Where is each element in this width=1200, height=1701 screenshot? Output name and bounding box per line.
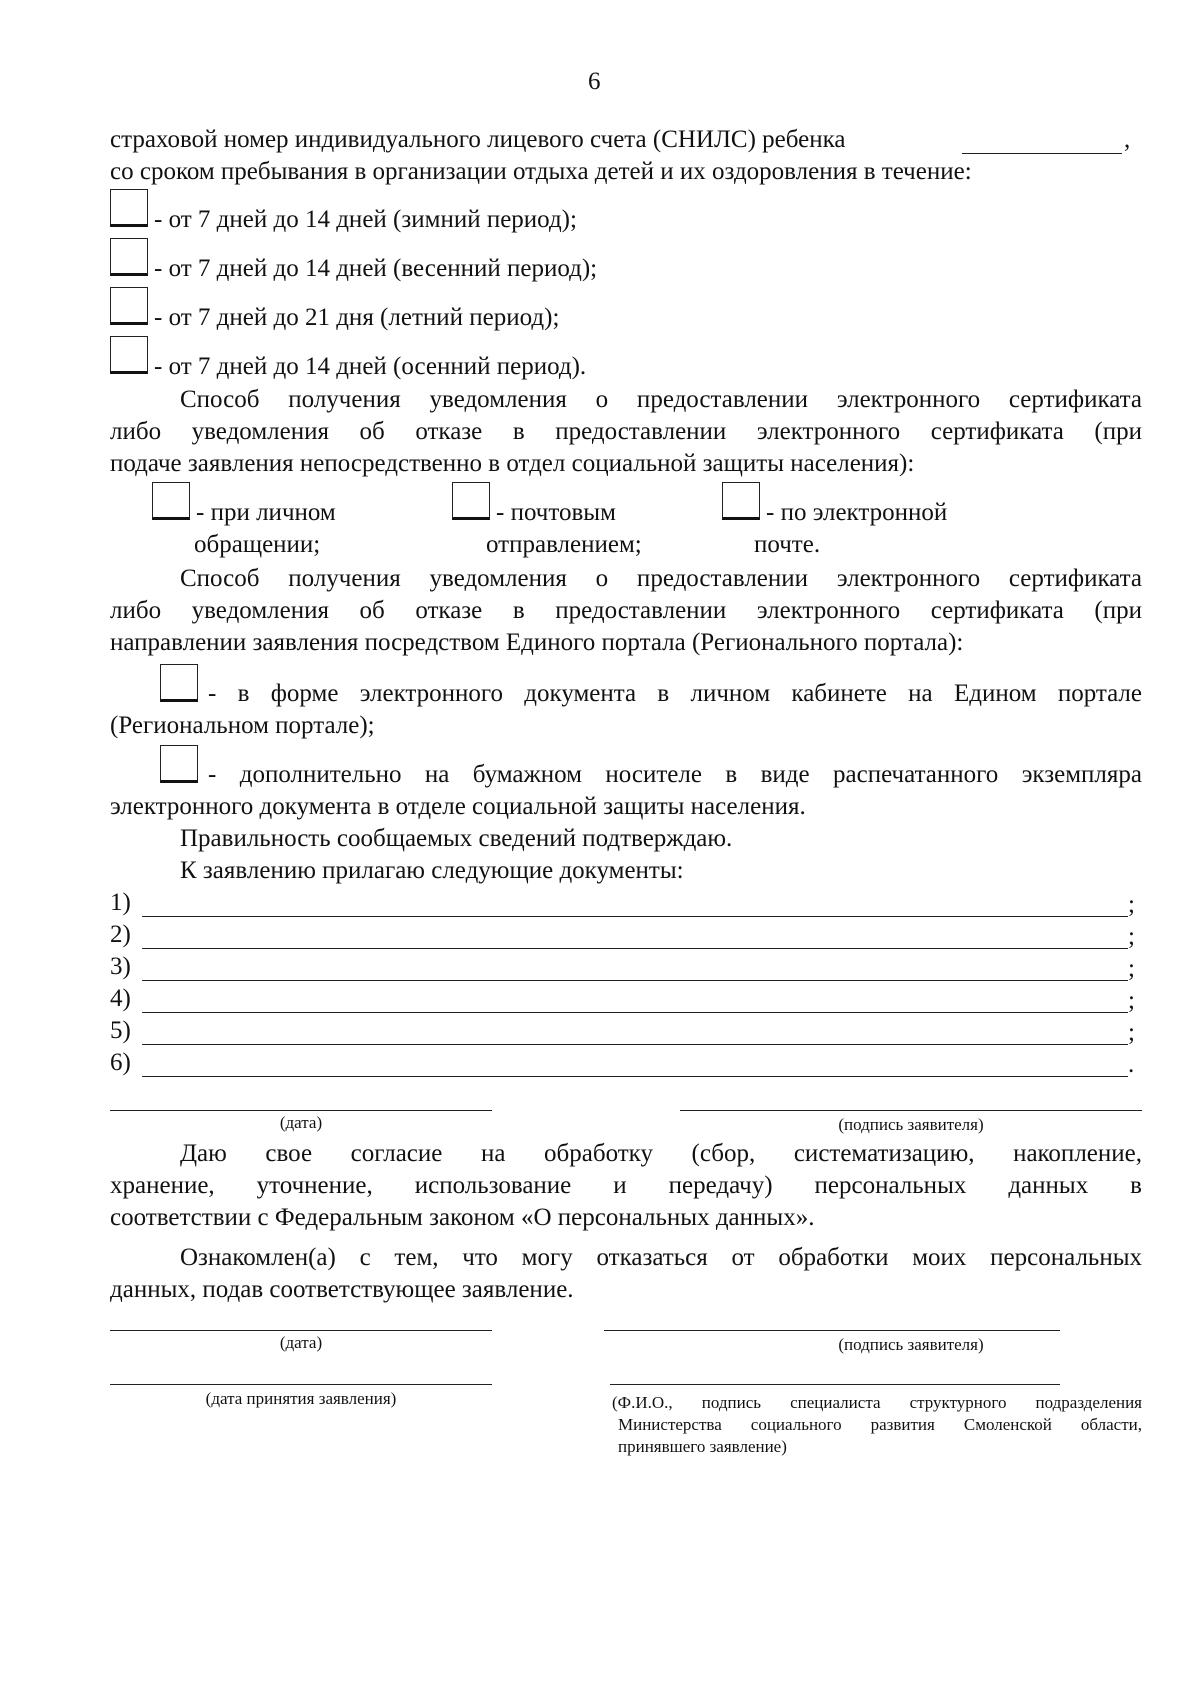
snils-label: страховой номер индивидуального лицевого счета (СНИЛС) ребенка <box>110 126 846 153</box>
signature-input-line[interactable] <box>604 1330 1060 1331</box>
method1-post-label-2: отправлением; <box>486 531 642 558</box>
stay-label: со сроком пребывания в организации отдыха детей и их оздоровления в течение: <box>110 158 972 185</box>
method1-line1: Способ получения уведомления о предоставлении электронного сертификата <box>180 386 1142 413</box>
period-spring-checkbox[interactable] <box>110 238 148 276</box>
document-input-line[interactable] <box>142 1044 1128 1045</box>
method2-cabinet-label: - в форме электронного документа в личном кабинете на Едином портале <box>208 680 1142 707</box>
document-input-line[interactable] <box>142 916 1128 917</box>
method1-email-label: - по электронной <box>766 499 948 526</box>
specialist-caption-line3: принявшего заявление) <box>618 1437 787 1456</box>
date-caption: (дата) <box>279 1333 323 1352</box>
document-number: 1) <box>110 889 131 916</box>
confirm-text: Правильность сообщаемых сведений подтверждаю. <box>180 825 733 852</box>
consent-line3: соответствии с Федеральным законом «О персональных данных». <box>110 1204 815 1231</box>
snils-input-line[interactable] <box>962 153 1122 154</box>
period-summer-checkbox[interactable] <box>110 287 148 325</box>
method2-line3: направлении заявления посредством Единого портала (Регионального портала): <box>110 629 964 656</box>
signature-caption: (подпись заявителя) <box>838 1115 984 1134</box>
attach-title: К заявлению прилагаю следующие документы: <box>180 857 684 884</box>
period-spring-label: - от 7 дней до 14 дней (весенний период); <box>154 255 598 282</box>
document-input-line[interactable] <box>142 980 1128 981</box>
method1-in-person-checkbox[interactable] <box>152 482 190 520</box>
snils-tail: , <box>1124 126 1131 153</box>
method2-line1: Способ получения уведомления о предоставлении электронного сертификата <box>180 565 1142 592</box>
document-number: 5) <box>110 1017 131 1044</box>
acceptance-date-caption: (дата принятия заявления) <box>205 1389 397 1408</box>
document-number: 4) <box>110 985 131 1012</box>
document-input-line[interactable] <box>142 1076 1128 1077</box>
method2-cabinet-label-2: (Региональном портале); <box>110 712 375 739</box>
method1-line3: подаче заявления непосредственно в отдел социальной защиты населения): <box>110 450 915 477</box>
document-number: 6) <box>110 1049 131 1076</box>
document-number: 2) <box>110 921 131 948</box>
document-end: ; <box>1128 955 1135 982</box>
page-number: 6 <box>588 68 601 95</box>
method2-line2: либо уведомления об отказе в предоставлении электронного сертификата (при <box>110 597 1142 624</box>
acceptance-date-input-line[interactable] <box>110 1384 492 1385</box>
document-end: ; <box>1128 1019 1135 1046</box>
method1-post-checkbox[interactable] <box>452 482 490 520</box>
method1-in-person-label-2: обращении; <box>194 531 321 558</box>
consent-line1: Даю свое согласие на обработку (сбор, систематизацию, накопление, <box>180 1140 1142 1167</box>
period-winter-checkbox[interactable] <box>110 189 148 227</box>
specialist-caption-line2: Министерства социального развития Смоленской области, <box>618 1415 1142 1434</box>
document-number: 3) <box>110 953 131 980</box>
date-input-line[interactable] <box>110 1330 492 1331</box>
consent-line2: хранение, уточнение, использование и передачу) персональных данных в <box>110 1172 1142 1199</box>
specialist-signature-input-line[interactable] <box>610 1384 1060 1385</box>
method2-paper-label-2: электронного документа в отделе социальной защиты населения. <box>110 793 806 820</box>
method1-in-person-label: - при личном <box>196 499 336 526</box>
specialist-caption-line1: (Ф.И.О., подпись специалиста структурного подразделения <box>612 1393 1142 1412</box>
document-end: . <box>1128 1051 1135 1078</box>
method1-email-checkbox[interactable] <box>722 482 760 520</box>
signature-input-line[interactable] <box>680 1110 1142 1111</box>
acknowledge-line1: Ознакомлен(а) с тем, что могу отказаться от обработки моих персональных <box>180 1244 1142 1271</box>
period-autumn-checkbox[interactable] <box>110 336 148 374</box>
method2-paper-label: - дополнительно на бумажном носителе в виде распечатанного экземпляра <box>208 761 1142 788</box>
document-end: ; <box>1128 891 1135 918</box>
period-autumn-label: - от 7 дней до 14 дней (осенний период). <box>154 353 587 380</box>
period-summer-label: - от 7 дней до 21 дня (летний период); <box>154 304 560 331</box>
document-end: ; <box>1128 923 1135 950</box>
method1-email-label-2: почте. <box>754 531 821 558</box>
document-input-line[interactable] <box>142 1012 1128 1013</box>
method1-line2: либо уведомления об отказе в предоставлении электронного сертификата (при <box>110 418 1142 445</box>
date-caption: (дата) <box>279 1113 323 1132</box>
document-end: ; <box>1128 987 1135 1014</box>
acknowledge-line2: данных, подав соответствующее заявление. <box>110 1276 574 1303</box>
date-input-line[interactable] <box>110 1110 492 1111</box>
method2-cabinet-checkbox[interactable] <box>160 664 198 702</box>
method2-paper-checkbox[interactable] <box>160 745 198 783</box>
method1-post-label: - почтовым <box>496 499 616 526</box>
period-winter-label: - от 7 дней до 14 дней (зимний период); <box>154 206 577 233</box>
document-input-line[interactable] <box>142 948 1128 949</box>
signature-caption: (подпись заявителя) <box>838 1335 984 1354</box>
